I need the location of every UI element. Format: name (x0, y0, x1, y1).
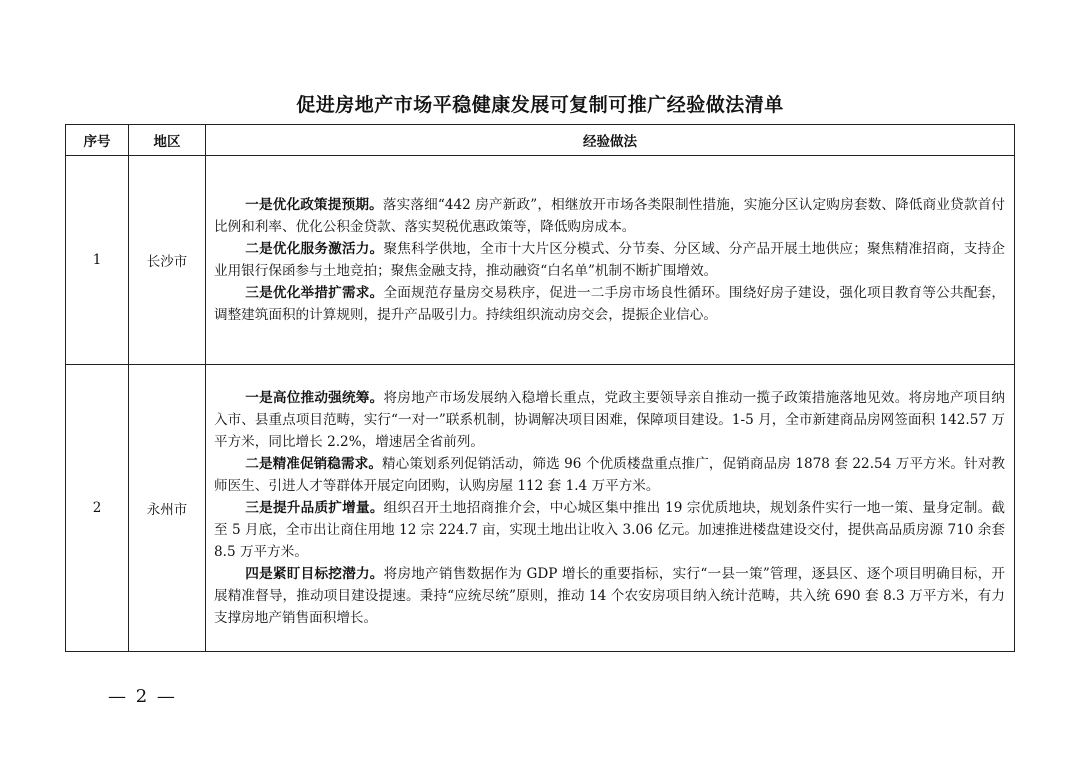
item-lead: 三是优化举措扩需求。 (245, 285, 384, 301)
row-region: 永州市 (129, 365, 206, 652)
item-lead: 二是精准促销稳需求。 (245, 456, 382, 472)
item-lead: 一是优化政策提预期。 (245, 197, 383, 213)
row-practice (206, 365, 1015, 652)
practice-item (214, 194, 1005, 238)
experience-table (65, 124, 1015, 652)
row-practice (206, 156, 1015, 365)
practice-item (214, 563, 1005, 629)
page-number: — 2 — (108, 686, 177, 707)
row-region: 长沙市 (129, 156, 206, 365)
row-number: 1 (66, 156, 129, 365)
item-text: 全面规范存量房交易秩序，促进一二手房市场良性循环。围绕好房子建设，强化项目教育等公共配套，调整建筑面积的计算规则，提升产品吸引力。持续组织流动房交会，提振企业信心。 (214, 285, 1006, 323)
item-text: 将房地产销售数据作为 GDP 增长的重要指标，实行“一县一策”管理，逐县区、逐个项目明确目标，开展精准督导，推动项目建设提速。秉持“应统尽统”原则，推动 14 个农安房项目纳入统计范畴，共入统 690 套 8.3 万平方米，有力支撑房地产销售面积增长。 (214, 566, 1006, 626)
item-lead: 四是紧盯目标挖潜力。 (245, 566, 384, 582)
header-no: 序号 (66, 125, 129, 156)
header-practice: 经验做法 (206, 125, 1015, 156)
practice-item (214, 238, 1005, 282)
row-number: 2 (66, 365, 129, 652)
item-lead: 三是提升品质扩增量。 (245, 500, 384, 516)
header-region: 地区 (129, 125, 206, 156)
item-text: 精心策划系列促销活动，筛选 96 个优质楼盘重点推广，促销商品房 1878 套 22.54 万平方米。针对教师医生、引进人才等群体开展定向团购，认购房屋 112 套 1.4 万平方米。 (214, 456, 1006, 494)
table-row (66, 365, 1015, 652)
table-row (66, 156, 1015, 365)
practice-item (214, 282, 1005, 326)
document-title: 促进房地产市场平稳健康发展可复制可推广经验做法清单 (296, 94, 784, 116)
table-header-row (66, 125, 1015, 156)
item-text: 落实落细“442 房产新政”，相继放开市场各类限制性措施，实施分区认定购房套数、降低商业贷款首付比例和利率、优化公积金贷款、落实契税优惠政策等，降低购房成本。 (214, 197, 1005, 235)
item-text: 将房地产市场发展纳入稳增长重点，党政主要领导亲自推动一揽子政策措施落地见效。将房地产项目纳入市、县重点项目范畴，实行“一对一”联系机制，协调解决项目困难，保障项目建设。1-5 月，全市新建商品房网签面积 142.57 万平方米，同比增长 2.2%，增速居全省前列。 (214, 390, 1006, 450)
practice-item (214, 387, 1005, 453)
item-lead: 一是高位推动强统筹。 (245, 390, 384, 406)
item-text: 聚焦科学供地，全市十大片区分模式、分节奏、分区域、分产品开展土地供应；聚焦精准招商，支持企业用银行保函参与土地竞拍；聚焦金融支持，推动融资“白名单”机制不断扩围增效。 (214, 241, 1006, 279)
item-text: 组织召开土地招商推介会，中心城区集中推出 19 宗优质地块，规划条件实行一地一策、量身定制。截至 5 月底，全市出让商住用地 12 宗 224.7 亩，实现土地出让收入 3.06 亿元。加速推进楼盘建设交付，提供高品质房源 710 余套 8.5 万平方米。 (214, 500, 1005, 560)
item-lead: 二是优化服务激活力。 (245, 241, 384, 257)
practice-item (214, 453, 1005, 497)
practice-item (214, 497, 1005, 563)
